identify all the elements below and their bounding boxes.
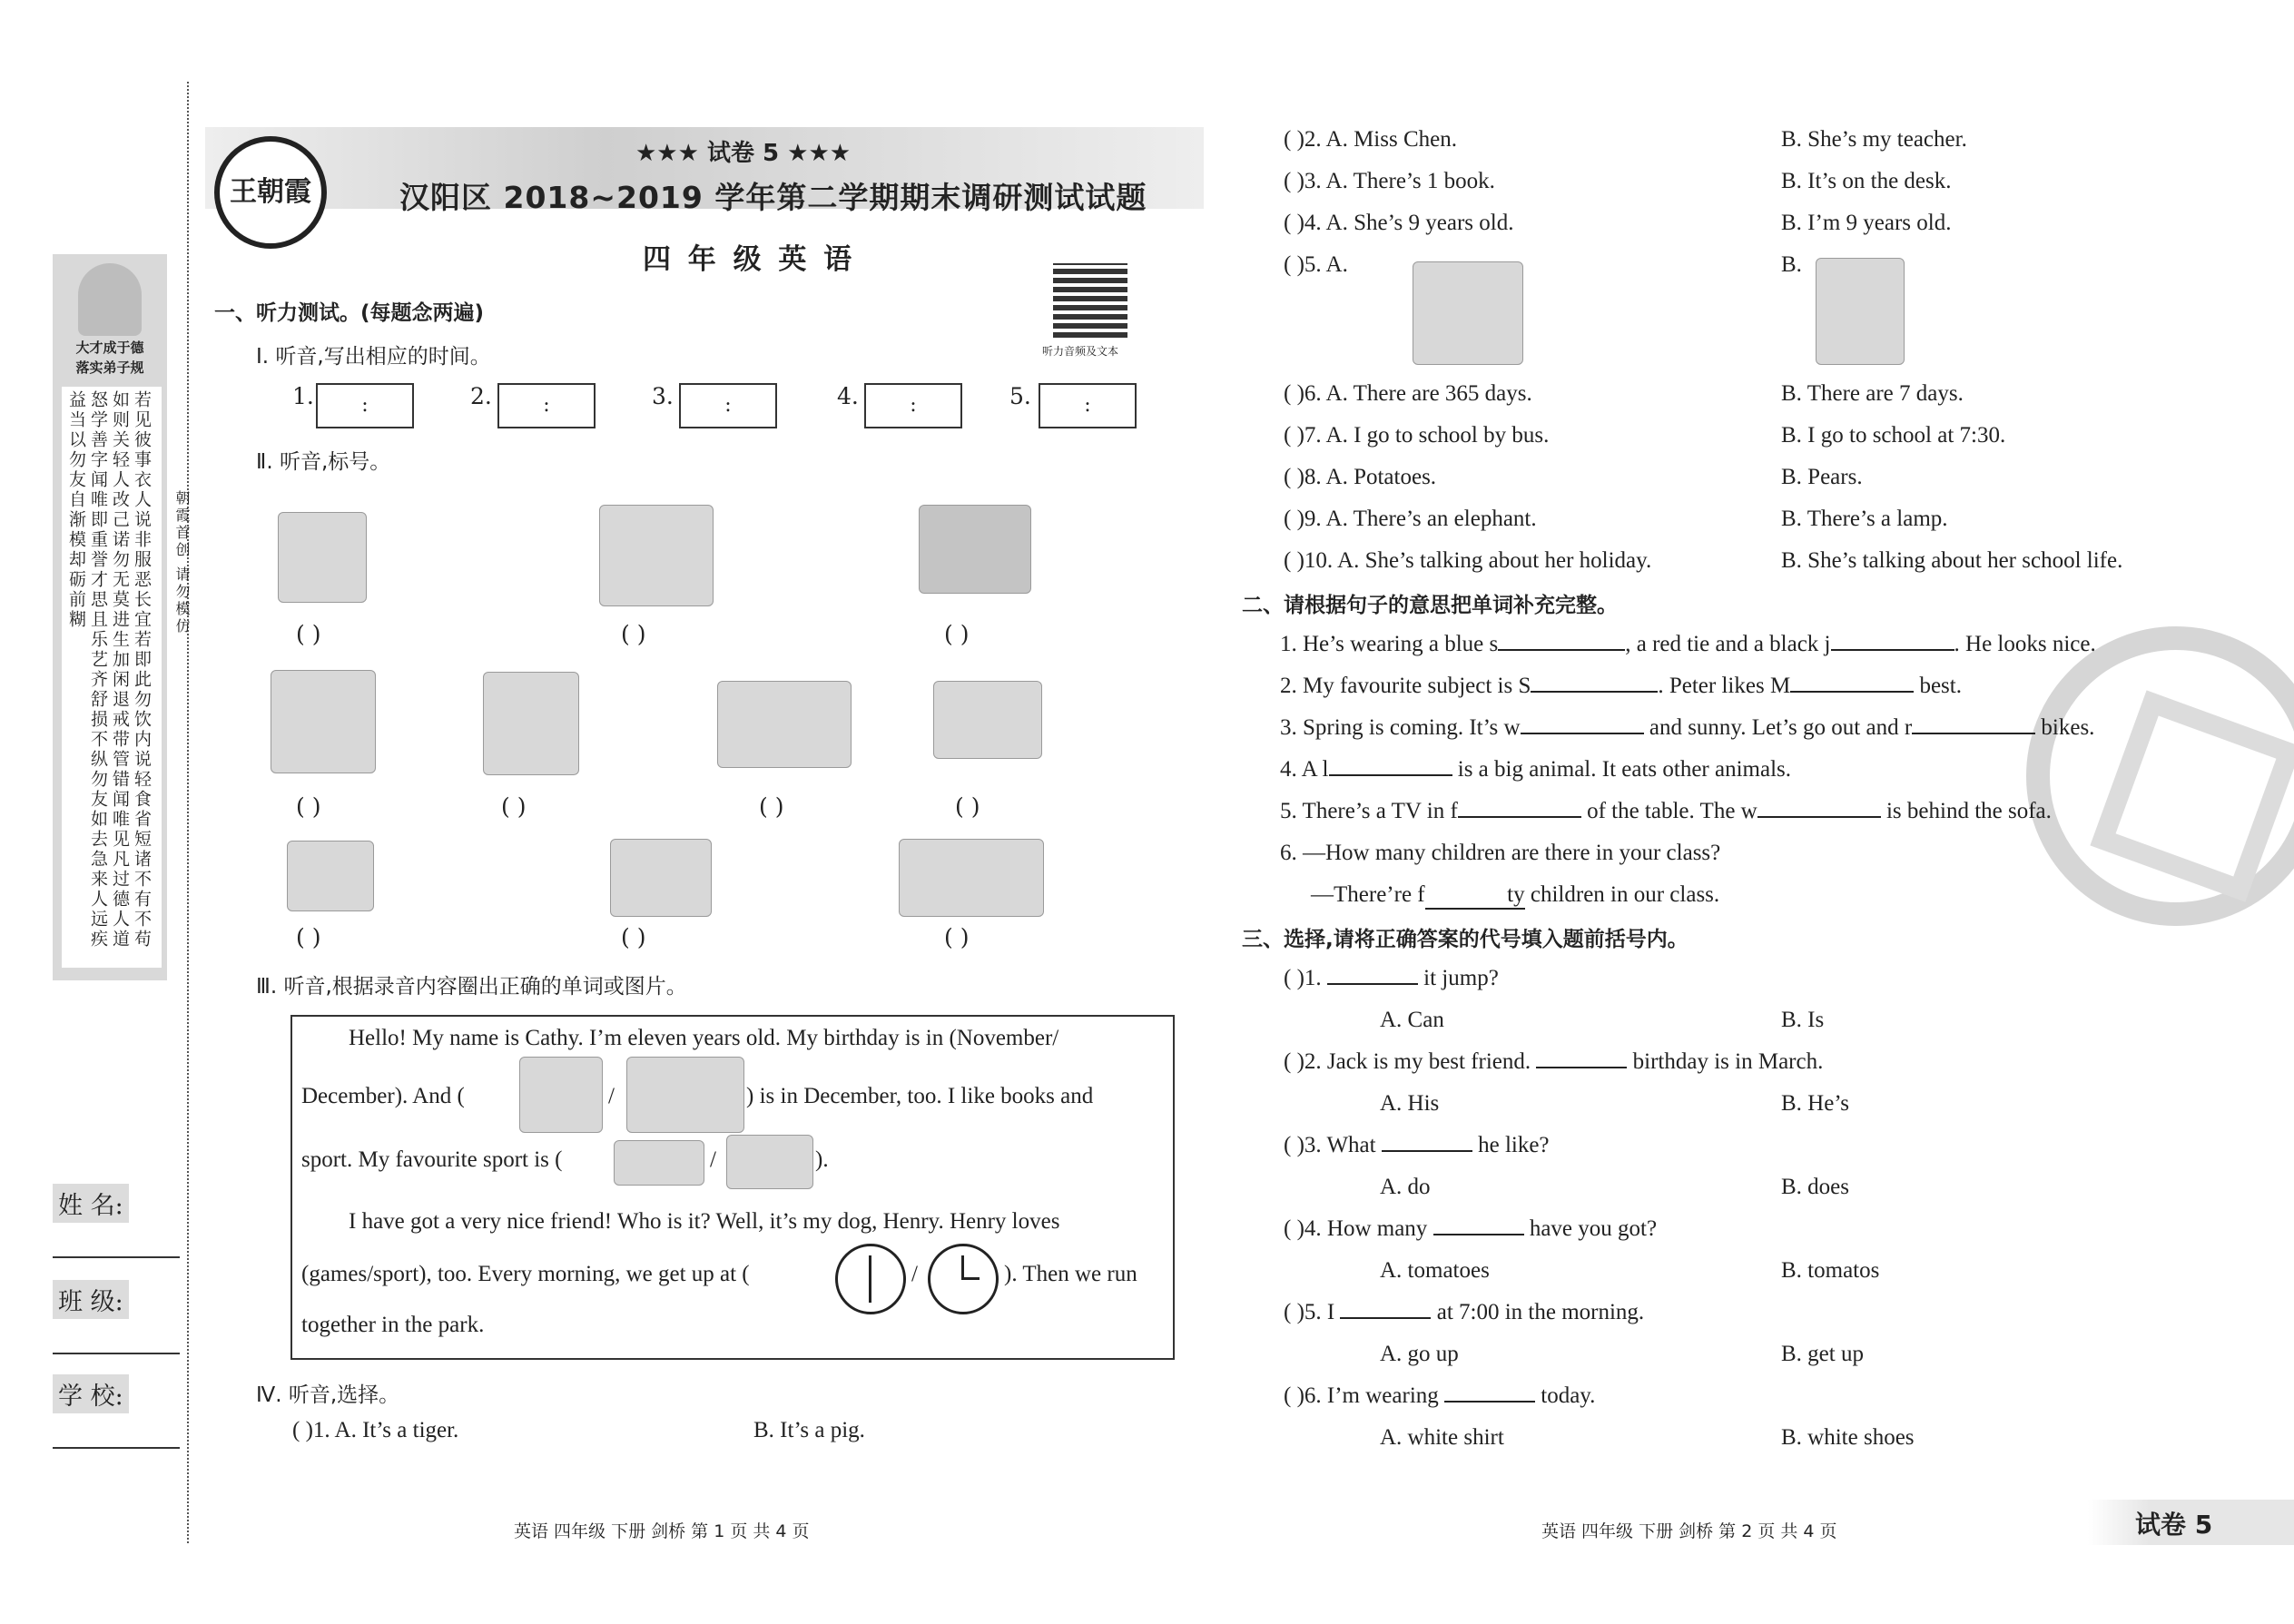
section1-heading: 一、听力测试。(每题念两遍) [214, 301, 485, 325]
choice-q2-option-a[interactable]: A. His [1380, 1091, 1440, 1116]
fill-line-3-c: bikes. [2035, 715, 2095, 740]
choice-blank[interactable] [1433, 1234, 1524, 1235]
picture-football-choice[interactable] [726, 1135, 813, 1189]
listen-q8[interactable]: ( )8. A. Potatoes. [1284, 465, 1437, 489]
motto-line-1: 大才成于德 [75, 340, 144, 356]
picture-girl-with-dog[interactable] [1413, 261, 1523, 365]
reading-line-3c: ). [815, 1147, 829, 1172]
choice-q6-pre: ( )6. I’m wearing [1284, 1383, 1445, 1408]
answer-paren[interactable]: ( ) [501, 793, 527, 820]
choice-q3-option-b[interactable]: B. does [1781, 1175, 1849, 1199]
listen-q2[interactable]: ( )2. A. Miss Chen. [1284, 127, 1457, 152]
answer-paren[interactable]: ( ) [621, 924, 646, 950]
part1-heading: Ⅰ. 听音,写出相应的时间。 [256, 345, 491, 369]
choice-q4-option-a[interactable]: A. tomatoes [1380, 1258, 1490, 1283]
qr-code[interactable] [1053, 263, 1127, 338]
fill-blank[interactable] [1912, 733, 2035, 734]
answer-paren[interactable]: ( ) [621, 621, 646, 647]
choice-q1-option-a[interactable]: A. Can [1380, 1008, 1444, 1032]
part3-heading: Ⅲ. 听音,根据录音内容圈出正确的单词或图片。 [256, 975, 687, 999]
class-label: 班 级: [53, 1280, 129, 1319]
choice-blank[interactable] [1382, 1150, 1472, 1152]
fill-line-1 [1280, 632, 2096, 657]
picture-classroom [933, 681, 1042, 759]
choice-q1-pre: ( )1. [1284, 966, 1327, 990]
reading-line-6: together in the park. [301, 1313, 485, 1337]
choice-q5[interactable] [1284, 1300, 1644, 1325]
time-box-5[interactable]: : [1039, 383, 1137, 428]
fill-line-3-b: and sunny. Let’s go out and r [1643, 715, 1913, 740]
listen-q10[interactable]: ( )10. A. She’s talking about her holiday. [1284, 548, 1652, 573]
seal-inner-mark [2090, 690, 2294, 901]
picture-family-choice[interactable] [626, 1057, 744, 1133]
listen-q8-option-b[interactable]: B. Pears. [1781, 465, 1863, 489]
fill-line-5-a: 5. There’s a TV in f [1280, 799, 1458, 823]
choice-q5-post: at 7:00 in the morning. [1431, 1300, 1645, 1324]
binding-dotted-line [187, 82, 189, 1543]
choice-q6[interactable] [1284, 1383, 1595, 1409]
choice-blank[interactable] [1444, 1401, 1535, 1403]
choice-q3-pre: ( )3. What [1284, 1133, 1382, 1157]
picture-ping-pong-choice[interactable] [614, 1140, 704, 1186]
secret-seal-watermark [2026, 626, 2294, 926]
answer-paren[interactable]: ( ) [296, 793, 321, 820]
choice-blank[interactable] [1327, 983, 1418, 985]
listen-q5-option-b[interactable]: B. [1781, 252, 1802, 277]
choice-q2-post: birthday is in March. [1627, 1049, 1824, 1074]
fill-blank[interactable] [1498, 649, 1625, 651]
reading-slash-1: / [608, 1084, 615, 1108]
reading-line-1: Hello! My name is Cathy. I’m eleven years old. My birthday is in (November/ [349, 1026, 1059, 1050]
fill-line-4-b: is a big animal. It eats other animals. [1452, 757, 1792, 782]
choice-q6-option-a[interactable]: A. white shirt [1380, 1425, 1504, 1450]
picture-people-shopping [717, 681, 852, 768]
choice-q2-option-b[interactable]: B. He’s [1781, 1091, 1849, 1116]
corner-label: 试卷 5 [2135, 1510, 2213, 1540]
reading-line-5a: (games/sport), too. Every morning, we get up at ( [301, 1262, 750, 1286]
fill-line-2-b: . Peter likes M [1658, 674, 1791, 698]
fill-blank[interactable] [1329, 774, 1452, 776]
motto-poem-text: 若见彼事衣人说非服恶长宜若即此勿饮内说轻食省短诸不有不苟如则关轻人改己诺勿无莫进生加闲退戒带管错闻唯见凡过德人道怒学善字闻唯即重誉才思且乐艺齐舒损不纵勿友如去急来人远疾益当以勿友自渐模却砺前糊 [66, 390, 152, 950]
fill-line-1-c: . He looks nice. [1954, 632, 2096, 656]
choice-q1-option-b[interactable]: B. Is [1781, 1008, 1825, 1032]
picture-bear-at-door [483, 672, 579, 775]
section3-heading: 三、选择,请将正确答案的代号填入题前括号内。 [1242, 928, 1689, 951]
fill-line-5-b: of the table. The w [1580, 799, 1757, 823]
anti-copy-note: 朝霞首创 请勿模仿 [173, 490, 191, 636]
choice-blank[interactable] [1340, 1317, 1431, 1319]
qr-caption: 听力音频及文本 [1042, 345, 1119, 358]
clock-hand-hour [961, 1255, 964, 1279]
clock-choice-2[interactable] [928, 1244, 999, 1314]
choice-q3-option-a[interactable]: A. do [1380, 1175, 1431, 1199]
listen-q3[interactable]: ( )3. A. There’s 1 book. [1284, 169, 1495, 193]
time-item-4-num: 4. [837, 383, 859, 409]
answer-paren[interactable]: ( ) [759, 793, 784, 820]
fill-line-6a: 6. —How many children are there in your class? [1280, 841, 1721, 865]
class-input-line[interactable] [53, 1353, 180, 1354]
name-label: 姓 名: [53, 1184, 129, 1223]
fill-blank[interactable] [1757, 816, 1881, 818]
reading-line-4: I have got a very nice friend! Who is it? Well, it’s my dog, Henry. Henry loves [349, 1209, 1060, 1234]
choice-q4-pre: ( )4. How many [1284, 1216, 1433, 1241]
picture-woman-with-baby[interactable] [1816, 258, 1905, 365]
answer-paren[interactable]: ( ) [944, 924, 970, 950]
name-input-line[interactable] [53, 1256, 180, 1258]
picture-boy-and-woman [271, 670, 376, 773]
time-box-1[interactable]: : [316, 383, 414, 428]
listen-q2-option-b[interactable]: B. She’s my teacher. [1781, 127, 1967, 152]
listen-q4[interactable]: ( )4. A. She’s 9 years old. [1284, 211, 1514, 235]
reading-slash-2: / [710, 1147, 716, 1172]
time-box-4[interactable]: : [864, 383, 962, 428]
reading-line-5c: ). Then we run [1004, 1262, 1137, 1286]
motto-line-2: 落实弟子规 [75, 359, 144, 376]
listen-q9[interactable]: ( )9. A. There’s an elephant. [1284, 507, 1537, 531]
answer-paren[interactable]: ( ) [296, 924, 321, 950]
time-item-2-num: 2. [470, 383, 492, 409]
answer-paren[interactable]: ( ) [944, 621, 970, 647]
fill-line-1-b: , a red tie and a black j [1625, 632, 1831, 656]
choice-q1-post: it jump? [1417, 966, 1499, 990]
choice-q6-option-b[interactable]: B. white shoes [1781, 1425, 1915, 1450]
fill-line-5 [1280, 799, 2052, 824]
subject-title: 四 年 级 英 语 [643, 243, 856, 276]
brand-logo [214, 136, 327, 249]
choice-q4[interactable] [1284, 1216, 1657, 1242]
choice-q5-option-a[interactable]: A. go up [1380, 1342, 1459, 1366]
time-box-2[interactable]: : [497, 383, 596, 428]
listen-q4-option-b[interactable]: B. I’m 9 years old. [1781, 211, 1952, 235]
time-item-3-num: 3. [652, 383, 674, 409]
motto-poem [62, 387, 162, 968]
listen-q6-option-b[interactable]: B. There are 7 days. [1781, 381, 1964, 406]
listen-q7[interactable]: ( )7. A. I go to school by bus. [1284, 423, 1550, 448]
reading-line-3a: sport. My favourite sport is ( [301, 1147, 563, 1172]
choice-blank[interactable] [1536, 1067, 1627, 1068]
time-item-5-num: 5. [1009, 383, 1031, 409]
fill-line-2-c: best. [1914, 674, 1962, 698]
choice-q5-pre: ( )5. I [1284, 1300, 1341, 1324]
cartoon-scholar-image [78, 263, 142, 336]
answer-paren[interactable]: ( ) [955, 793, 980, 820]
school-input-line[interactable] [53, 1447, 180, 1449]
footer-right: 英语 四年级 下册 剑桥 第 2 页 共 4 页 [1541, 1521, 1837, 1541]
clock-hand-minute [961, 1277, 980, 1280]
picture-house-choice[interactable] [519, 1057, 603, 1133]
answer-paren[interactable]: ( ) [296, 621, 321, 647]
fill-line-6b-post: children in our class. [1524, 882, 1720, 907]
choice-q6-post: today. [1535, 1383, 1596, 1408]
picture-tiger [610, 839, 712, 917]
fill-line-4-a: 4. A l [1280, 757, 1329, 782]
choice-q5-option-b[interactable]: B. get up [1781, 1342, 1864, 1366]
clock-hand-hour [869, 1255, 871, 1279]
picture-sports-equipment [899, 839, 1044, 917]
part2-heading: Ⅱ. 听音,标号。 [256, 450, 391, 474]
section2-heading: 二、请根据句子的意思把单词补充完整。 [1242, 594, 1618, 617]
choice-q4-option-b[interactable]: B. tomatos [1781, 1258, 1880, 1283]
picture-sheep [287, 841, 374, 911]
choice-q4-post: have you got? [1523, 1216, 1658, 1241]
fill-blank[interactable] [1531, 691, 1658, 693]
fill-blank[interactable] [1458, 816, 1581, 818]
fill-line-6b-pre: —There’re f [1311, 882, 1425, 907]
listen-q7-option-b[interactable]: B. I go to school at 7:30. [1781, 423, 2006, 448]
fill-blank[interactable] [1790, 691, 1914, 693]
footer-left: 英语 四年级 下册 剑桥 第 1 页 共 4 页 [514, 1521, 810, 1541]
time-box-3[interactable]: : [679, 383, 777, 428]
brand-logo-text: 王朝霞 [230, 176, 311, 208]
fill-blank[interactable] [1425, 882, 1525, 910]
fill-line-6b-suffix: ty [1507, 882, 1525, 907]
choice-q3-post: he like? [1472, 1133, 1550, 1157]
picture-clock-tower [599, 505, 714, 606]
choice-q2-pre: ( )2. Jack is my best friend. [1284, 1049, 1537, 1074]
motto-panel [53, 254, 167, 980]
exam-title: 汉阳区 2018~2019 学年第二学期期末调研测试试题 [399, 180, 1147, 215]
fill-line-3 [1280, 715, 2094, 741]
picture-cartoon-reading [278, 512, 367, 603]
clock-choice-1[interactable] [835, 1244, 906, 1314]
listen-q6[interactable]: ( )6. A. There are 365 days. [1284, 381, 1532, 406]
reading-line-2c: ) is in December, too. I like books and [746, 1084, 1094, 1108]
fill-line-5-c: is behind the sofa. [1880, 799, 2052, 823]
listen-q5[interactable]: ( )5. A. [1284, 252, 1348, 277]
school-label: 学 校: [53, 1374, 129, 1413]
fill-line-1-a: 1. He’s wearing a blue s [1280, 632, 1499, 656]
choice-q1[interactable] [1284, 966, 1499, 991]
picture-opera-house [919, 505, 1031, 594]
choice-q2[interactable] [1284, 1049, 1823, 1075]
listen-q3-option-b[interactable]: B. It’s on the desk. [1781, 169, 1952, 193]
fill-blank[interactable] [1831, 649, 1954, 651]
listen-q1-option-b[interactable]: B. It’s a pig. [753, 1418, 865, 1442]
listen-q9-option-b[interactable]: B. There’s a lamp. [1781, 507, 1948, 531]
fill-line-3-a: 3. Spring is coming. It’s w [1280, 715, 1521, 740]
fill-line-2-a: 2. My favourite subject is S [1280, 674, 1531, 698]
reading-slash-3: / [911, 1262, 918, 1286]
clock-hand-minute [869, 1277, 871, 1303]
choice-q3[interactable] [1284, 1133, 1550, 1158]
fill-blank[interactable] [1521, 733, 1644, 734]
fill-line-2 [1280, 674, 1962, 699]
time-item-1-num: 1. [292, 383, 314, 409]
listen-q10-option-b[interactable]: B. She’s talking about her school life. [1781, 548, 2123, 573]
part4-heading: Ⅳ. 听音,选择。 [256, 1383, 400, 1407]
fill-line-6b [1311, 882, 1719, 910]
exam-badge: ★★★ 试卷 5 ★★★ [635, 140, 852, 167]
reading-line-2a: December). And ( [301, 1084, 465, 1108]
fill-line-4 [1280, 757, 1791, 782]
listen-q1[interactable]: ( )1. A. It’s a tiger. [292, 1418, 459, 1442]
